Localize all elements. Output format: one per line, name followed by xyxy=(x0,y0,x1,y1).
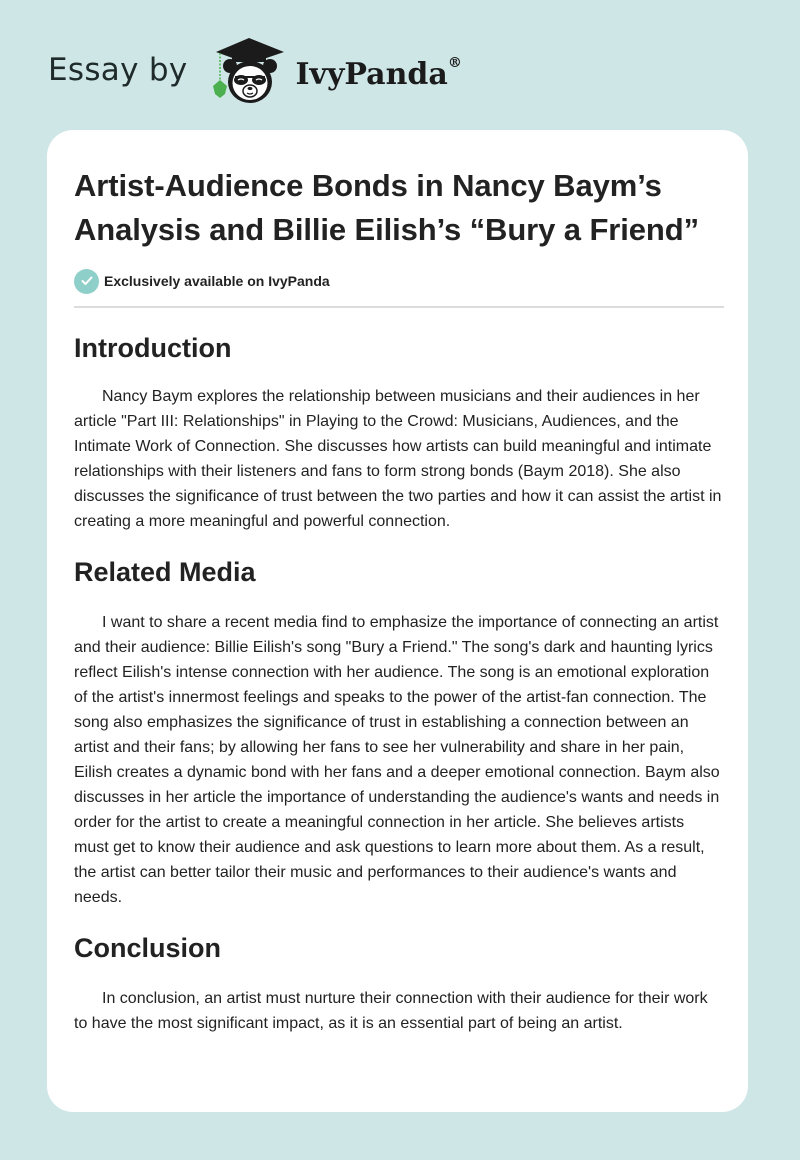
essay-by-label: Essay by xyxy=(48,52,188,88)
section-heading: Introduction xyxy=(74,333,232,363)
section-heading: Related Media xyxy=(74,557,256,587)
exclusive-label: Exclusively available on IvyPanda xyxy=(104,273,330,289)
paragraph: Nancy Baym explores the relationship between musicians and their audiences in her article "Part III: Relationships" in Playing to the Crowd: Musicians, Audiences, and the Intimate Work of Connection. She discusses how artists can build meaningful and intimate relationships with their listeners and fans to form strong bonds (Baym 2018). She also discusses the significance of trust between the two parties and how it can assist the artist in creating a more meaningful and powerful connection. xyxy=(74,388,722,530)
exclusive-badge xyxy=(74,268,722,294)
section-introduction xyxy=(74,330,722,534)
site-header xyxy=(48,36,462,108)
essay-card xyxy=(47,130,748,1112)
brand-name[interactable] xyxy=(295,54,462,92)
essay-title: Artist-Audience Bonds in Nancy Baym’s Analysis and Billie Eilish’s “Bury a Friend” xyxy=(74,168,699,247)
registered-mark: ® xyxy=(447,54,462,71)
paragraph: In conclusion, an artist must nurture their connection with their audience for their work to have the most significant impact, as it is an essential part of being an artist. xyxy=(74,990,708,1032)
brand-text: IvyPanda xyxy=(295,56,448,92)
section-related-media xyxy=(74,554,722,910)
paragraph: I want to share a recent media find to emphasize the importance of connecting an artist and their audience: Billie Eilish's song "Bury a Friend." The song's dark and haunting lyrics reflect Eilish's intense connection with her audience. The song is an emotional exploration of the artist's innermost feelings and speaks to the power of the artist-fan connection. The song also emphasizes the significance of trust in establishing a connection between an artist and their fans; by allowing her fans to see her vulnerability and share in her pain, Eilish creates a dynamic bond with her fans and a deeper emotional connection. Baym also discusses in her article the importance of understanding the audience's wants and needs in order for the artist to create a meaningful connection in her article. She believes artists must get to know their audience and ask questions to learn more about them. As a result, the artist can better tailor their music and performances to their audience's wants and needs. xyxy=(74,614,720,906)
section-heading: Conclusion xyxy=(74,933,221,963)
title-divider xyxy=(74,306,724,308)
panda-graduate-icon[interactable] xyxy=(206,36,292,108)
check-icon xyxy=(74,269,99,294)
section-conclusion xyxy=(74,930,722,1036)
